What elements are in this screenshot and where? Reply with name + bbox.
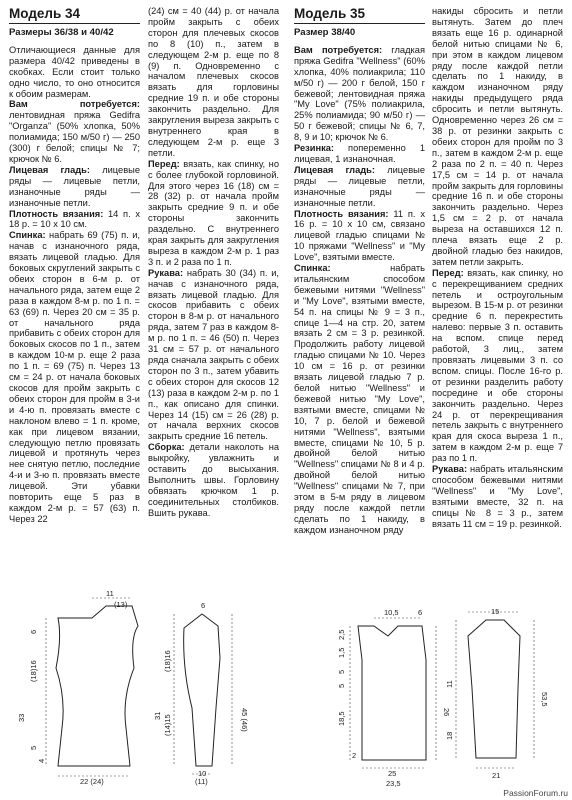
diagram35-left-label-5: 18,5 <box>337 711 346 726</box>
diagram35-left-label-2: 1,5 <box>337 647 346 658</box>
sleeve-label: Рукава: <box>148 267 184 278</box>
diagram35-left-label-3: 5 <box>337 669 346 674</box>
diagram35-bottom-label-1: 2 <box>352 751 357 760</box>
density-label: Плотность вязания: <box>9 208 104 219</box>
materials-label: Вам потребуется: <box>294 44 383 55</box>
front-text: вязать, как спинку, но с перекрещиванием средних петель и остроугольным вырезом. В 15-м р. от резинки средние 6 п. перекрестить налево: первые 3 п. оставить на вспом. спице перед работой, 3 лиц., затем провязать лицевыми 3 п. со вспом. спицы. После 16-го р. от резинки разделить работу посредине и обе стороны закончить раздельно. Через 24 р. от перекрещивания петель закрыть с внутреннего края для скоса выреза 1 п., затем в каждом 2-м р. еще 7 раз по 1 п. <box>432 267 563 464</box>
diagram34-bottom-width: 22 (24) <box>80 777 104 786</box>
density-text: 14 п. х 18 р. = 10 х 10 см. <box>9 208 140 230</box>
density-label: Плотность вязания: <box>294 208 389 219</box>
sleeve-text: набрать итальянским способом бежевыми нитями "Wellness" и "My Love", взятыми вместе, 32 п. на спицы № 8 = 3 р., затем вязать 11 см = 19 р. резинкой. <box>432 464 563 529</box>
model35-body-dashlines <box>350 618 436 768</box>
back-text: набрать 69 (75) п. и, начав с изнаночного ряда, вязать лицевой гладью. Для боковых скруглений закрыть с обеих сторон в 6-м р. от начального ряда, затем еще 2 раза в каждом 8-м р. по 1 п. = 63 (69) п. Через 20 см = 35 р. от начального ряда прибавить с обеих сторон для боковых скосов по 1 п., затем в каждом 10-м р. еще 2 раза по 1 п. = 69 (75) п. Через 13 см = 24 р. от начала боковых скосов для пройм закрыть с обеих сторон для пройм в 3-и и 4-ю п. провязать вместе с наклоном влево = 1 п. кроме, как при лицевом вязании, следующую петлю провязать лицевой и протянуть через нее снятую петлю, последние 4-и и 3-ю п. провязать вместе лицевой. Эти убавки повторить еще 5 раз в каждом 2-м р. = 57 (63) п. Через 22 <box>9 230 140 524</box>
stitch-label: Лицевая гладь: <box>9 164 90 175</box>
diagram35-top-label-2: 6 <box>418 608 423 617</box>
materials-text: лентовидная пряжа Gedifra "Organza" (50% хлопка, 50% полиамида; 150 м/50 г) — 250 (300) г белой; спицы № 7; крючок № 6. <box>9 110 140 164</box>
diagram34-top-width2: 11 <box>106 589 114 598</box>
diagram34-left-label-1: 6 <box>29 629 38 634</box>
model35-sizes: Размер 38/40 <box>294 27 356 38</box>
model34-assembly <box>148 442 279 518</box>
sleeve-label: Рукава: <box>432 464 468 475</box>
model34-intro: Отличающиеся данные для размера 40/42 приведены в скобках. Если стоит только одно число, то оно относится к обоим размерам. <box>9 44 140 99</box>
diagram34-sleeve-bottom2: 10 <box>198 769 207 778</box>
back-label: Спинка: <box>9 230 46 241</box>
diagram35-sleeve-top: 15 <box>491 607 500 616</box>
diagram35-left-label-4: 5 <box>337 683 346 688</box>
diagram35-sleeve-label-2: 18 <box>445 731 454 740</box>
diagram35-bottom-label-3: 23,5 <box>386 779 401 788</box>
model35-sleeve <box>432 464 563 529</box>
model34-front <box>148 159 279 268</box>
diagram35-left-label-1: 2,5 <box>337 629 346 640</box>
sleeve-text: набрать 30 (34) п. и, начав с изнаночного ряда, вязать лицевой гладью. Для скосов прибавить с обеих сторон в 8-м р. от начального ряда, затем 7 раз в каждом 8-м р. по 1 п. = 46 (50) п. Через 31 см = 57 р. от начального ряда сначала закрыть с обеих сторон по 3 п., затем убавить с обеих сторон для скосов 12 (13) раза в каждом 2-м р. по 1 п., как описано для спинки. Через 14 (15) см = 26 (28) р. от начала верхних скосов закрыть средние 16 петель. <box>148 267 279 442</box>
model35-column-1 <box>294 6 425 536</box>
front-label: Перед: <box>432 267 464 278</box>
assembly-label: Сборка: <box>148 442 185 453</box>
diagram35-bottom-label-2: 25 <box>388 769 397 778</box>
model35-materials <box>294 45 425 143</box>
model34-back <box>9 230 140 524</box>
stitch-label: Лицевая гладь: <box>294 164 375 175</box>
model34-pattern-diagram <box>6 589 278 788</box>
rib-label: Резинка: <box>294 143 335 154</box>
diagram35-top-label-1: 10,5 <box>384 608 399 617</box>
model35-density <box>294 209 425 264</box>
model35-stitch <box>294 165 425 209</box>
model35-pattern-diagram <box>290 608 565 788</box>
model35-sleeve-outline <box>468 620 520 758</box>
stitch-text: лицевые ряды — лицевые петли, изнаночные ряды — изнаночные петли. <box>9 164 140 208</box>
diagram34-sleeve-side-2: (14)15 <box>163 714 172 736</box>
model35-back <box>294 263 425 536</box>
materials-label: Вам потребуется: <box>9 99 140 110</box>
diagram35-left-label-6: 26 <box>442 708 451 717</box>
model35-title: Модель 35 <box>294 6 425 24</box>
model34-title: Модель 34 <box>9 6 140 24</box>
model34-sleeve <box>148 268 279 443</box>
diagram34-sleeve-height: 31 <box>153 711 162 720</box>
model34-col2-text: (24) см = 40 (44) р. от начала пройм закрыть с обеих сторон для плечевых скосов по 8 (10) п., затем в следующем 2-м р. еще по 8 (9) п. Одновременно с началом плечевых скосов вязать для горловины средние 19 п. и обе стороны закончить раздельно. Для закругления выреза закрыть с внутреннего края в следующем 2-м р. еще 3 петли. <box>148 6 279 158</box>
model34-sleeve-outline <box>184 614 220 766</box>
diagram34-sleeve-right: 45 (46) <box>240 708 249 732</box>
diagram35-sleeve-label-1: 11 <box>445 680 454 688</box>
diagram34-left-label-2: (18)16 <box>29 660 38 682</box>
rib-text: попеременно 1 лицевая, 1 изнаночная. <box>294 143 425 164</box>
front-text: вязать, как спинку, но с более глубокой горловиной. Для этого через 16 (18) см = 28 (32) р. от начала пройм закрыть средние 9 п. и обе стороны закончить раздельно. С внутреннего края закрыть для закругления выреза в каждом 2-м р. 1 раз 3 п. и 2 раза по 1 п. <box>148 158 279 267</box>
model35-front <box>432 268 563 464</box>
diagram34-top-width: (13) <box>114 600 128 609</box>
model35-sleeve-dashlines <box>456 612 534 768</box>
stitch-text: лицевые ряды — лицевые петли, изнаночные ряды — изнаночные петли. <box>294 164 425 208</box>
diagram35-sleeve-bottom: 21 <box>492 771 501 780</box>
back-text: набрать итальянским способом бежевыми нитями "Wellness" и "My Love", взятыми вместе, 54 п. на спицы № 9 = 3 п., спице 1—4 на стр. 20, затем вязать 2 см = 3 р. резинкой. Продолжить работу лицевой гладью спицами № 10. Через 10 см = 16 р. от резинки вязать лицевой гладью 7 р. белой нитью "Wellness" и бежевой нитью "My Love", взятыми вместе, спицами № 10, 7 р. белой и бежевой нитями "Wellness", взятыми вместе, спицами № 10, 5 р. двойной белой нитью "Wellness" спицами № 8 и 4 р. двойной белой нитью "Wellness" спицами № 7, при этом в 5-м ряду в лицевом ряду после каждой петли сделать по 1 накиду, в каждом изнаночном ряду <box>294 263 425 535</box>
diagram34-left-label-3: 5 <box>29 745 38 750</box>
model34-sizes: Размеры 36/38 и 40/42 <box>9 27 114 38</box>
model34-stitch <box>9 165 140 209</box>
front-label: Перед: <box>148 158 180 169</box>
density-text: 11 п. х 16 р. = 10 х 10 см, связано лицевой гладью спицами № 10 пряжами "Wellness" и "My Love", взятыми вместе. <box>294 208 425 263</box>
diagram34-side-lower: 4 <box>37 758 46 763</box>
diagram34-side-total: 33 <box>17 713 26 722</box>
diagram34-sleeve-top: 6 <box>201 601 206 610</box>
diagram34-sleeve-bottom: (11) <box>195 777 208 786</box>
model34-materials <box>9 99 140 164</box>
materials-text: гладкая пряжа Gedifra "Wellness" (60% хлопка, 40% полиакрила; 110 м/50 г) — 200 г белой, 150 г бежевой; лентовидная пряжа "My Love" (75% полиакрила, 25% полиамида; 90 м/50 г) — 50 г бежевой; спицы № 6, 7, 8, 9 и 10; крючок № 6. <box>294 44 425 143</box>
model35-col4-text: накиды сбросить и петли вытянуть. Затем до плеч вязать еще 16 р. одинарной белой нитью спицами № 6, при этом в каждом лицевом ряду после каждой петли сделать по 1 накиду, в каждом изнаночном ряду накиды предыдущего ряда сбросить и петли вытянуть. Одновременно через 26 см = 38 р. от резинки закрыть с обеих сторон для пройм по 3 п., затем в каждом 2-м р. еще 2 раза по 2 п. = 40 п. Через 17,5 см = 14 р. от начала пройм закрыть для горловины средние 16 п. и обе стороны закончить раздельно. Через 1,5 см = 2 р. от начала выреза на оставшихся 12 п. плеча вязать еще 2 р. двойной гладью без накидов, затем петли закрыть. <box>432 6 563 267</box>
model34-column-2 <box>148 6 279 519</box>
watermark: PassionForum.ru <box>503 788 568 798</box>
diagram34-sleeve-side-1: (18)16 <box>163 650 172 672</box>
model35-body-outline <box>358 626 426 760</box>
model34-body-outline <box>56 606 138 766</box>
model35-rib <box>294 143 425 165</box>
model34-density <box>9 209 140 231</box>
model34-column-1 <box>9 6 140 525</box>
model34-sleeve-dashlines <box>174 614 232 774</box>
assembly-text: детали наколоть на выкройку, увлажнить и оставить до высыхания. Выполнить швы. Горловину обвязать крючком 1 р. соединительных столбиков. Вшить рукава. <box>148 442 279 518</box>
diagram35-sleeve-side: 53,5 <box>540 692 549 707</box>
back-label: Спинка: <box>294 263 331 274</box>
model35-column-2 <box>432 6 563 530</box>
